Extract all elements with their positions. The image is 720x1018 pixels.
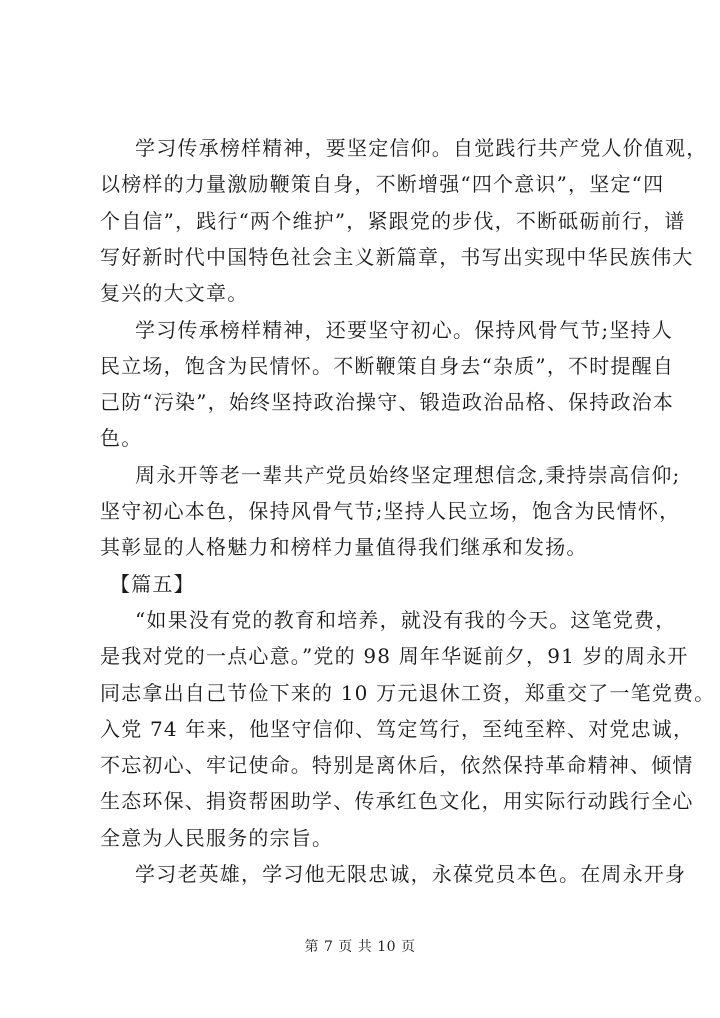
text-line: 是我对党的一点心意。”党的 98 周年华诞前夕，91 岁的周永开 [100, 644, 689, 668]
text-line: 学习传承榜样精神，要坚定信仰。自觉践行共产党人价值观， [135, 136, 708, 160]
text-line: 全意为人民服务的宗旨。 [100, 826, 334, 850]
text-line: 周永开等老一辈共产党员始终坚定理想信念,秉持崇高信仰; [135, 463, 681, 487]
text-line: 个自信”，践行“两个维护”，紧跟党的步伐，不断砥砺前行，谱 [100, 209, 686, 233]
text-line: 民立场，饱含为民情怀。不断鞭策自身去“杂质”，不时提醒自 [100, 354, 675, 378]
text-line: 以榜样的力量激励鞭策自身，不断增强“四个意识”，坚定“四 [100, 172, 665, 196]
text-line: 入党 74 年来，他坚守信仰、笃定笃行，至纯至粹、对党忠诚， [100, 717, 695, 741]
text-line: 写好新时代中国特色社会主义新篇章，书写出实现中华民族伟大 [100, 245, 694, 269]
text-line: 复兴的大文章。 [100, 281, 249, 305]
text-line: 色。 [100, 426, 143, 450]
text-line: 同志拿出自己节俭下来的 10 万元退休工资，郑重交了一笔党费。 [100, 681, 716, 705]
text-line: 学习老英雄，学习他无限忠诚，永葆党员本色。在周永开身 [135, 862, 687, 886]
text-line: 坚守初心本色，保持风骨气节;坚持人民立场，饱含为民情怀， [100, 499, 681, 523]
text-line: “如果没有党的教育和培养，就没有我的今天。这笔党费， [135, 608, 677, 632]
page-footer: 第 7 页 共 10 页 [304, 939, 416, 955]
text-line: 生态环保、捐资帮困助学、传承红色文化，用实际行动践行全心 [100, 789, 694, 813]
text-line: 其彰显的人格魅力和榜样力量值得我们继承和发扬。 [100, 535, 588, 559]
text-line: 【篇五】 [110, 572, 195, 596]
text-line: 不忘初心、牢记使命。特别是离休后，依然保持革命精神、倾情 [100, 753, 694, 777]
text-line: 己防“污染”，始终坚持政治操守、锻造政治品格、保持政治本 [100, 390, 675, 414]
text-line: 学习传承榜样精神，还要坚守初心。保持风骨气节;坚持人 [135, 318, 673, 342]
